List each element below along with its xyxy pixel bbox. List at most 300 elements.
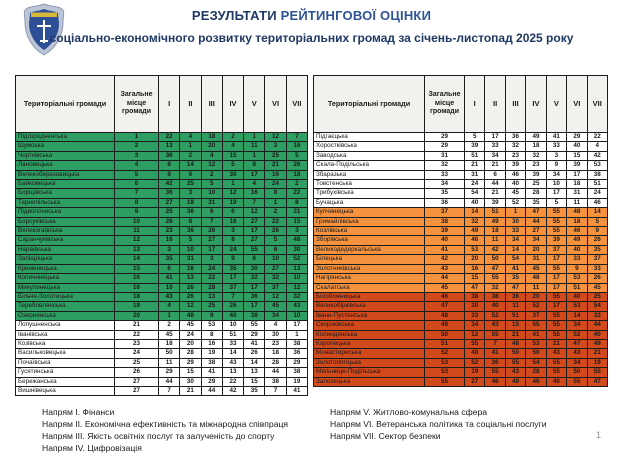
direction-rank: 37 bbox=[587, 255, 607, 264]
direction-rank: 49 bbox=[465, 227, 485, 236]
direction-rank: 4 bbox=[201, 151, 222, 160]
direction-rank: 36 bbox=[505, 292, 525, 301]
direction-rank: 6 bbox=[265, 245, 286, 254]
overall-place: 18 bbox=[115, 292, 159, 301]
direction-rank: 12 bbox=[465, 330, 485, 339]
direction-rank: 9 bbox=[587, 227, 607, 236]
hromada-name: Кременецька bbox=[16, 264, 115, 273]
overall-place: 13 bbox=[115, 245, 159, 254]
direction-rank: 55 bbox=[485, 274, 505, 283]
table-row bbox=[314, 255, 608, 264]
direction-rank: 29 bbox=[180, 358, 201, 367]
column-header-direction: V bbox=[546, 76, 566, 133]
direction-rank: 4 bbox=[159, 302, 180, 311]
direction-rank: 32 bbox=[485, 283, 505, 292]
direction-rank: 40 bbox=[567, 292, 587, 301]
overall-place: 52 bbox=[425, 349, 465, 358]
direction-rank: 27 bbox=[244, 217, 265, 226]
direction-rank: 28 bbox=[526, 189, 546, 198]
direction-rank: 52 bbox=[286, 255, 307, 264]
direction-rank: 26 bbox=[587, 236, 607, 245]
overall-place: 9 bbox=[115, 208, 159, 217]
overall-place: 44 bbox=[425, 274, 465, 283]
column-header-overall-place: Загальне місце громади bbox=[115, 76, 159, 133]
hromada-name: Шумська bbox=[16, 142, 115, 151]
direction-rank: 55 bbox=[546, 292, 566, 301]
direction-rank: 10 bbox=[546, 180, 566, 189]
hromada-name: Гусятинська bbox=[16, 368, 115, 377]
overall-place: 53 bbox=[425, 358, 465, 367]
hromada-name: Нараївська bbox=[16, 245, 115, 254]
direction-rank: 28 bbox=[265, 358, 286, 367]
hromada-name: Нагірянська bbox=[314, 274, 425, 283]
overall-place: 15 bbox=[115, 264, 159, 273]
table-row bbox=[16, 180, 308, 189]
direction-rank: 25 bbox=[265, 151, 286, 160]
direction-rank: 7 bbox=[265, 386, 286, 395]
direction-rank: 30 bbox=[465, 302, 485, 311]
direction-rank: 4 bbox=[222, 142, 243, 151]
direction-rank: 20 bbox=[201, 142, 222, 151]
direction-rank: 12 bbox=[244, 208, 265, 217]
direction-rank: 16 bbox=[159, 236, 180, 245]
hromada-name: Залозецька bbox=[314, 377, 425, 386]
direction-rank: 3 bbox=[222, 227, 243, 236]
hromada-name: Білецька bbox=[314, 255, 425, 264]
direction-rank: 47 bbox=[567, 339, 587, 348]
hromada-name: Хоростківська bbox=[314, 142, 425, 151]
direction-rank: 52 bbox=[526, 302, 546, 311]
direction-rank: 55 bbox=[546, 208, 566, 217]
direction-rank: 9 bbox=[546, 161, 566, 170]
direction-rank: 32 bbox=[526, 151, 546, 160]
overall-place: 33 bbox=[425, 170, 465, 179]
column-header-direction: V bbox=[244, 76, 265, 133]
table-row bbox=[314, 170, 608, 179]
direction-rank: 48 bbox=[286, 236, 307, 245]
direction-rank: 31 bbox=[465, 170, 485, 179]
table-row bbox=[16, 386, 308, 395]
direction-rank: 55 bbox=[244, 321, 265, 330]
direction-rank: 30 bbox=[505, 217, 525, 226]
hromada-name: Скориківська bbox=[314, 321, 425, 330]
direction-rank: 27 bbox=[201, 236, 222, 245]
hromada-name: Великодедеркальська bbox=[314, 245, 425, 254]
direction-rank: 10 bbox=[286, 274, 307, 283]
hromada-name: Більче-Золотецька bbox=[16, 292, 115, 301]
direction-rank: 22 bbox=[222, 377, 243, 386]
table-row bbox=[314, 180, 608, 189]
page-number: 1 bbox=[596, 430, 602, 440]
hromada-name: Борщівська bbox=[16, 189, 115, 198]
direction-rank: 50 bbox=[526, 349, 546, 358]
direction-rank: 46 bbox=[587, 198, 607, 207]
page-title-rest: РЕЙТИНГОВОЇ ОЦІНКИ bbox=[276, 8, 432, 23]
direction-rank: 23 bbox=[505, 151, 525, 160]
table-row bbox=[16, 339, 308, 348]
direction-rank: 26 bbox=[222, 302, 243, 311]
direction-rank: 17 bbox=[244, 302, 265, 311]
column-header-direction: VII bbox=[587, 76, 607, 133]
direction-rank: 52 bbox=[485, 311, 505, 320]
direction-rank: 16 bbox=[180, 264, 201, 273]
direction-rank: 22 bbox=[265, 217, 286, 226]
direction-rank: 34 bbox=[526, 236, 546, 245]
legend-item: Напрям II. Економічна ефективність та міжнародна співпраця bbox=[42, 419, 289, 429]
direction-rank: 20 bbox=[465, 255, 485, 264]
direction-rank: 55 bbox=[546, 368, 566, 377]
direction-rank: 39 bbox=[546, 236, 566, 245]
direction-rank: 24 bbox=[587, 189, 607, 198]
table-row bbox=[314, 133, 608, 142]
direction-rank: 54 bbox=[465, 189, 485, 198]
overall-place: 29 bbox=[425, 142, 465, 151]
direction-rank: 19 bbox=[222, 198, 243, 207]
direction-rank: 1 bbox=[244, 133, 265, 142]
overall-place: 22 bbox=[115, 330, 159, 339]
overall-place: 6 bbox=[115, 180, 159, 189]
direction-rank: 43 bbox=[286, 302, 307, 311]
overall-place: 2 bbox=[115, 142, 159, 151]
direction-rank: 16 bbox=[201, 339, 222, 348]
direction-rank: 41 bbox=[286, 386, 307, 395]
hromada-name: Гримайлівська bbox=[314, 217, 425, 226]
overall-place: 24 bbox=[115, 349, 159, 358]
table-row bbox=[16, 255, 308, 264]
direction-rank: 3 bbox=[159, 245, 180, 254]
direction-rank: 21 bbox=[485, 189, 505, 198]
direction-rank: 15 bbox=[180, 368, 201, 377]
direction-rank: 40 bbox=[567, 142, 587, 151]
direction-rank: 28 bbox=[201, 283, 222, 292]
direction-rank: 17 bbox=[546, 283, 566, 292]
direction-rank: 2 bbox=[180, 151, 201, 160]
overall-place: 34 bbox=[425, 180, 465, 189]
overall-place: 5 bbox=[115, 170, 159, 179]
direction-rank: 49 bbox=[587, 339, 607, 348]
direction-rank: 20 bbox=[180, 339, 201, 348]
hromada-name: Скалатська bbox=[314, 283, 425, 292]
direction-rank: 51 bbox=[587, 180, 607, 189]
table-row bbox=[314, 189, 608, 198]
direction-rank: 46 bbox=[505, 170, 525, 179]
hromada-name: Збаразька bbox=[314, 170, 425, 179]
direction-rank: 55 bbox=[546, 311, 566, 320]
column-header-hromada: Територіальні громади bbox=[16, 76, 115, 133]
direction-rank: 20 bbox=[526, 292, 546, 301]
direction-rank: 17 bbox=[546, 274, 566, 283]
table-row bbox=[16, 311, 308, 320]
overall-place: 55 bbox=[425, 377, 465, 386]
direction-rank: 21 bbox=[505, 330, 525, 339]
overall-place: 50 bbox=[425, 330, 465, 339]
overall-place: 37 bbox=[425, 208, 465, 217]
overall-place: 36 bbox=[425, 198, 465, 207]
direction-rank: 42 bbox=[159, 180, 180, 189]
direction-rank: 10 bbox=[180, 245, 201, 254]
direction-rank: 17 bbox=[222, 274, 243, 283]
direction-rank: 29 bbox=[244, 330, 265, 339]
direction-rank: 8 bbox=[222, 236, 243, 245]
direction-rank: 7 bbox=[222, 292, 243, 301]
direction-rank: 46 bbox=[526, 377, 546, 386]
direction-rank: 35 bbox=[587, 245, 607, 254]
direction-rank: 37 bbox=[546, 245, 566, 254]
table-row bbox=[314, 321, 608, 330]
direction-rank: 44 bbox=[526, 217, 546, 226]
direction-rank: 27 bbox=[265, 264, 286, 273]
ranking-table-right bbox=[313, 75, 608, 387]
direction-rank: 18 bbox=[567, 217, 587, 226]
direction-rank: 5 bbox=[201, 180, 222, 189]
direction-rank: 8 bbox=[201, 330, 222, 339]
overall-place: 48 bbox=[425, 311, 465, 320]
direction-rank: 31 bbox=[567, 189, 587, 198]
table-row bbox=[314, 236, 608, 245]
direction-rank: 41 bbox=[505, 264, 525, 273]
direction-rank: 8 bbox=[159, 161, 180, 170]
table-row bbox=[16, 161, 308, 170]
direction-rank: 3 bbox=[265, 142, 286, 151]
table-row bbox=[16, 236, 308, 245]
direction-rank: 17 bbox=[244, 170, 265, 179]
table-row bbox=[314, 358, 608, 367]
direction-rank: 1 bbox=[505, 208, 525, 217]
table-row bbox=[314, 302, 608, 311]
overall-place: 27 bbox=[115, 377, 159, 386]
direction-rank: 21 bbox=[180, 386, 201, 395]
overall-place: 8 bbox=[115, 198, 159, 207]
direction-rank: 55 bbox=[526, 321, 546, 330]
overall-place: 51 bbox=[425, 339, 465, 348]
direction-rank: 55 bbox=[546, 227, 566, 236]
direction-rank: 13 bbox=[222, 368, 243, 377]
direction-rank: 44 bbox=[201, 386, 222, 395]
direction-rank: 22 bbox=[201, 274, 222, 283]
page-subtitle: соціально-економічного розвитку територіальних громад за січень-листопад 2025 року bbox=[49, 31, 574, 45]
table-row bbox=[314, 292, 608, 301]
direction-rank: 14 bbox=[180, 161, 201, 170]
hromada-name: Козівська bbox=[16, 339, 115, 348]
direction-rank: 30 bbox=[180, 377, 201, 386]
overall-place: 14 bbox=[115, 255, 159, 264]
direction-rank: 17 bbox=[567, 170, 587, 179]
direction-rank: 36 bbox=[244, 292, 265, 301]
direction-rank: 36 bbox=[485, 358, 505, 367]
direction-rank: 43 bbox=[159, 292, 180, 301]
hromada-name: Заводська bbox=[314, 151, 425, 160]
ranking-table-left bbox=[15, 75, 308, 396]
hromada-name: Підволочиська bbox=[16, 208, 115, 217]
direction-rank: 46 bbox=[485, 377, 505, 386]
direction-rank: 47 bbox=[505, 283, 525, 292]
hromada-name: Теребовлянська bbox=[16, 302, 115, 311]
direction-rank: 43 bbox=[485, 321, 505, 330]
direction-rank: 11 bbox=[526, 283, 546, 292]
direction-rank: 17 bbox=[244, 283, 265, 292]
direction-rank: 53 bbox=[587, 161, 607, 170]
direction-rank: 20 bbox=[526, 245, 546, 254]
direction-rank: 15 bbox=[286, 217, 307, 226]
direction-rank: 31 bbox=[526, 255, 546, 264]
direction-rank: 55 bbox=[546, 358, 566, 367]
direction-rank: 16 bbox=[265, 170, 286, 179]
overall-place: 39 bbox=[425, 227, 465, 236]
direction-rank: 40 bbox=[465, 198, 485, 207]
direction-rank: 45 bbox=[180, 321, 201, 330]
table-header-row bbox=[16, 76, 308, 133]
direction-rank: 26 bbox=[265, 227, 286, 236]
direction-rank: 48 bbox=[505, 339, 525, 348]
direction-rank: 42 bbox=[485, 245, 505, 254]
table-row bbox=[314, 161, 608, 170]
table-row bbox=[314, 368, 608, 377]
direction-rank: 23 bbox=[526, 161, 546, 170]
direction-rank: 19 bbox=[286, 377, 307, 386]
direction-rank: 36 bbox=[505, 133, 525, 142]
direction-rank: 32 bbox=[244, 274, 265, 283]
overall-place: 7 bbox=[115, 189, 159, 198]
overall-place: 12 bbox=[115, 236, 159, 245]
direction-rank: 24 bbox=[180, 330, 201, 339]
overall-place: 3 bbox=[115, 151, 159, 160]
direction-rank: 54 bbox=[526, 358, 546, 367]
overall-place: 1 bbox=[115, 133, 159, 142]
overall-place: 43 bbox=[425, 264, 465, 273]
direction-rank: 9 bbox=[159, 170, 180, 179]
hromada-name: Підгаєцька bbox=[314, 133, 425, 142]
table-row bbox=[16, 349, 308, 358]
direction-rank: 14 bbox=[244, 358, 265, 367]
direction-rank: 48 bbox=[180, 311, 201, 320]
table-row bbox=[314, 245, 608, 254]
direction-rank: 18 bbox=[201, 133, 222, 142]
hromada-name: Іване-Пустенська bbox=[314, 311, 425, 320]
direction-rank: 50 bbox=[567, 368, 587, 377]
direction-rank: 40 bbox=[587, 330, 607, 339]
direction-rank: 9 bbox=[222, 255, 243, 264]
direction-rank: 25 bbox=[180, 180, 201, 189]
direction-rank: 44 bbox=[159, 377, 180, 386]
direction-rank: 31 bbox=[180, 255, 201, 264]
direction-rank: 10 bbox=[159, 283, 180, 292]
direction-rank: 52 bbox=[465, 358, 485, 367]
direction-rank: 53 bbox=[567, 274, 587, 283]
direction-rank: 33 bbox=[546, 142, 566, 151]
overall-place: 11 bbox=[115, 227, 159, 236]
table-row bbox=[314, 274, 608, 283]
direction-rank: 35 bbox=[159, 255, 180, 264]
column-header-direction: I bbox=[159, 76, 180, 133]
direction-rank: 6 bbox=[159, 264, 180, 273]
direction-rank: 3 bbox=[180, 189, 201, 198]
direction-rank: 39 bbox=[485, 198, 505, 207]
hromada-name: Борсуківська bbox=[16, 217, 115, 226]
hromada-name: Васильковецька bbox=[16, 349, 115, 358]
table-header-row bbox=[314, 76, 608, 133]
direction-rank: 44 bbox=[587, 321, 607, 330]
direction-rank: 10 bbox=[265, 255, 286, 264]
direction-rank: 13 bbox=[180, 274, 201, 283]
direction-rank: 53 bbox=[567, 302, 587, 311]
direction-rank: 28 bbox=[526, 368, 546, 377]
direction-rank: 24 bbox=[201, 264, 222, 273]
direction-rank: 4 bbox=[265, 321, 286, 330]
table-row bbox=[16, 217, 308, 226]
direction-rank: 26 bbox=[286, 161, 307, 170]
direction-rank: 5 bbox=[286, 151, 307, 160]
direction-rank: 23 bbox=[159, 227, 180, 236]
overall-place: 53 bbox=[425, 368, 465, 377]
direction-rank: 50 bbox=[485, 255, 505, 264]
hromada-name: Лановецька bbox=[16, 161, 115, 170]
direction-rank: 11 bbox=[244, 142, 265, 151]
overall-place: 26 bbox=[115, 368, 159, 377]
direction-rank: 40 bbox=[546, 377, 566, 386]
table-row bbox=[16, 302, 308, 311]
hromada-name: Чортківська bbox=[16, 151, 115, 160]
direction-rank: 14 bbox=[505, 245, 525, 254]
direction-rank: 39 bbox=[526, 170, 546, 179]
direction-rank: 36 bbox=[159, 189, 180, 198]
hromada-name: Коропецька bbox=[314, 339, 425, 348]
direction-rank: 40 bbox=[505, 180, 525, 189]
table-row bbox=[16, 189, 308, 198]
direction-rank: 41 bbox=[526, 330, 546, 339]
hromada-name: Вишнівецька bbox=[16, 386, 115, 395]
legend-item: Напрям V. Житлово-комунальна сфера bbox=[330, 407, 488, 417]
overall-place: 19 bbox=[115, 302, 159, 311]
direction-rank: 51 bbox=[465, 151, 485, 160]
direction-rank: 34 bbox=[567, 321, 587, 330]
table-row bbox=[314, 283, 608, 292]
direction-rank: 12 bbox=[265, 133, 286, 142]
direction-rank: 7 bbox=[244, 198, 265, 207]
column-header-direction: II bbox=[485, 76, 505, 133]
direction-rank: 7 bbox=[159, 386, 180, 395]
direction-rank: 53 bbox=[465, 245, 485, 254]
direction-rank: 2 bbox=[201, 170, 222, 179]
hromada-name: Золотниківська bbox=[314, 264, 425, 273]
direction-rank: 13 bbox=[244, 368, 265, 377]
direction-rank: 10 bbox=[286, 311, 307, 320]
overall-place: 46 bbox=[425, 292, 465, 301]
direction-rank: 3 bbox=[546, 151, 566, 160]
direction-rank: 28 bbox=[180, 349, 201, 358]
direction-rank: 17 bbox=[546, 302, 566, 311]
direction-rank: 12 bbox=[265, 292, 286, 301]
direction-rank: 1 bbox=[286, 330, 307, 339]
direction-rank: 21 bbox=[465, 161, 485, 170]
direction-rank: 33 bbox=[222, 339, 243, 348]
table-row bbox=[314, 217, 608, 226]
direction-rank: 14 bbox=[567, 311, 587, 320]
direction-rank: 32 bbox=[465, 217, 485, 226]
direction-rank: 26 bbox=[244, 349, 265, 358]
hromada-name: Купчинецька bbox=[314, 208, 425, 217]
direction-rank: 29 bbox=[201, 377, 222, 386]
direction-rank: 55 bbox=[244, 245, 265, 254]
direction-rank: 40 bbox=[222, 311, 243, 320]
table-row bbox=[314, 349, 608, 358]
direction-rank: 8 bbox=[265, 189, 286, 198]
direction-rank: 21 bbox=[265, 161, 286, 170]
direction-rank: 39 bbox=[465, 142, 485, 151]
table-row bbox=[16, 198, 308, 207]
direction-rank: 1 bbox=[180, 142, 201, 151]
table-row bbox=[16, 358, 308, 367]
direction-rank: 7 bbox=[286, 133, 307, 142]
